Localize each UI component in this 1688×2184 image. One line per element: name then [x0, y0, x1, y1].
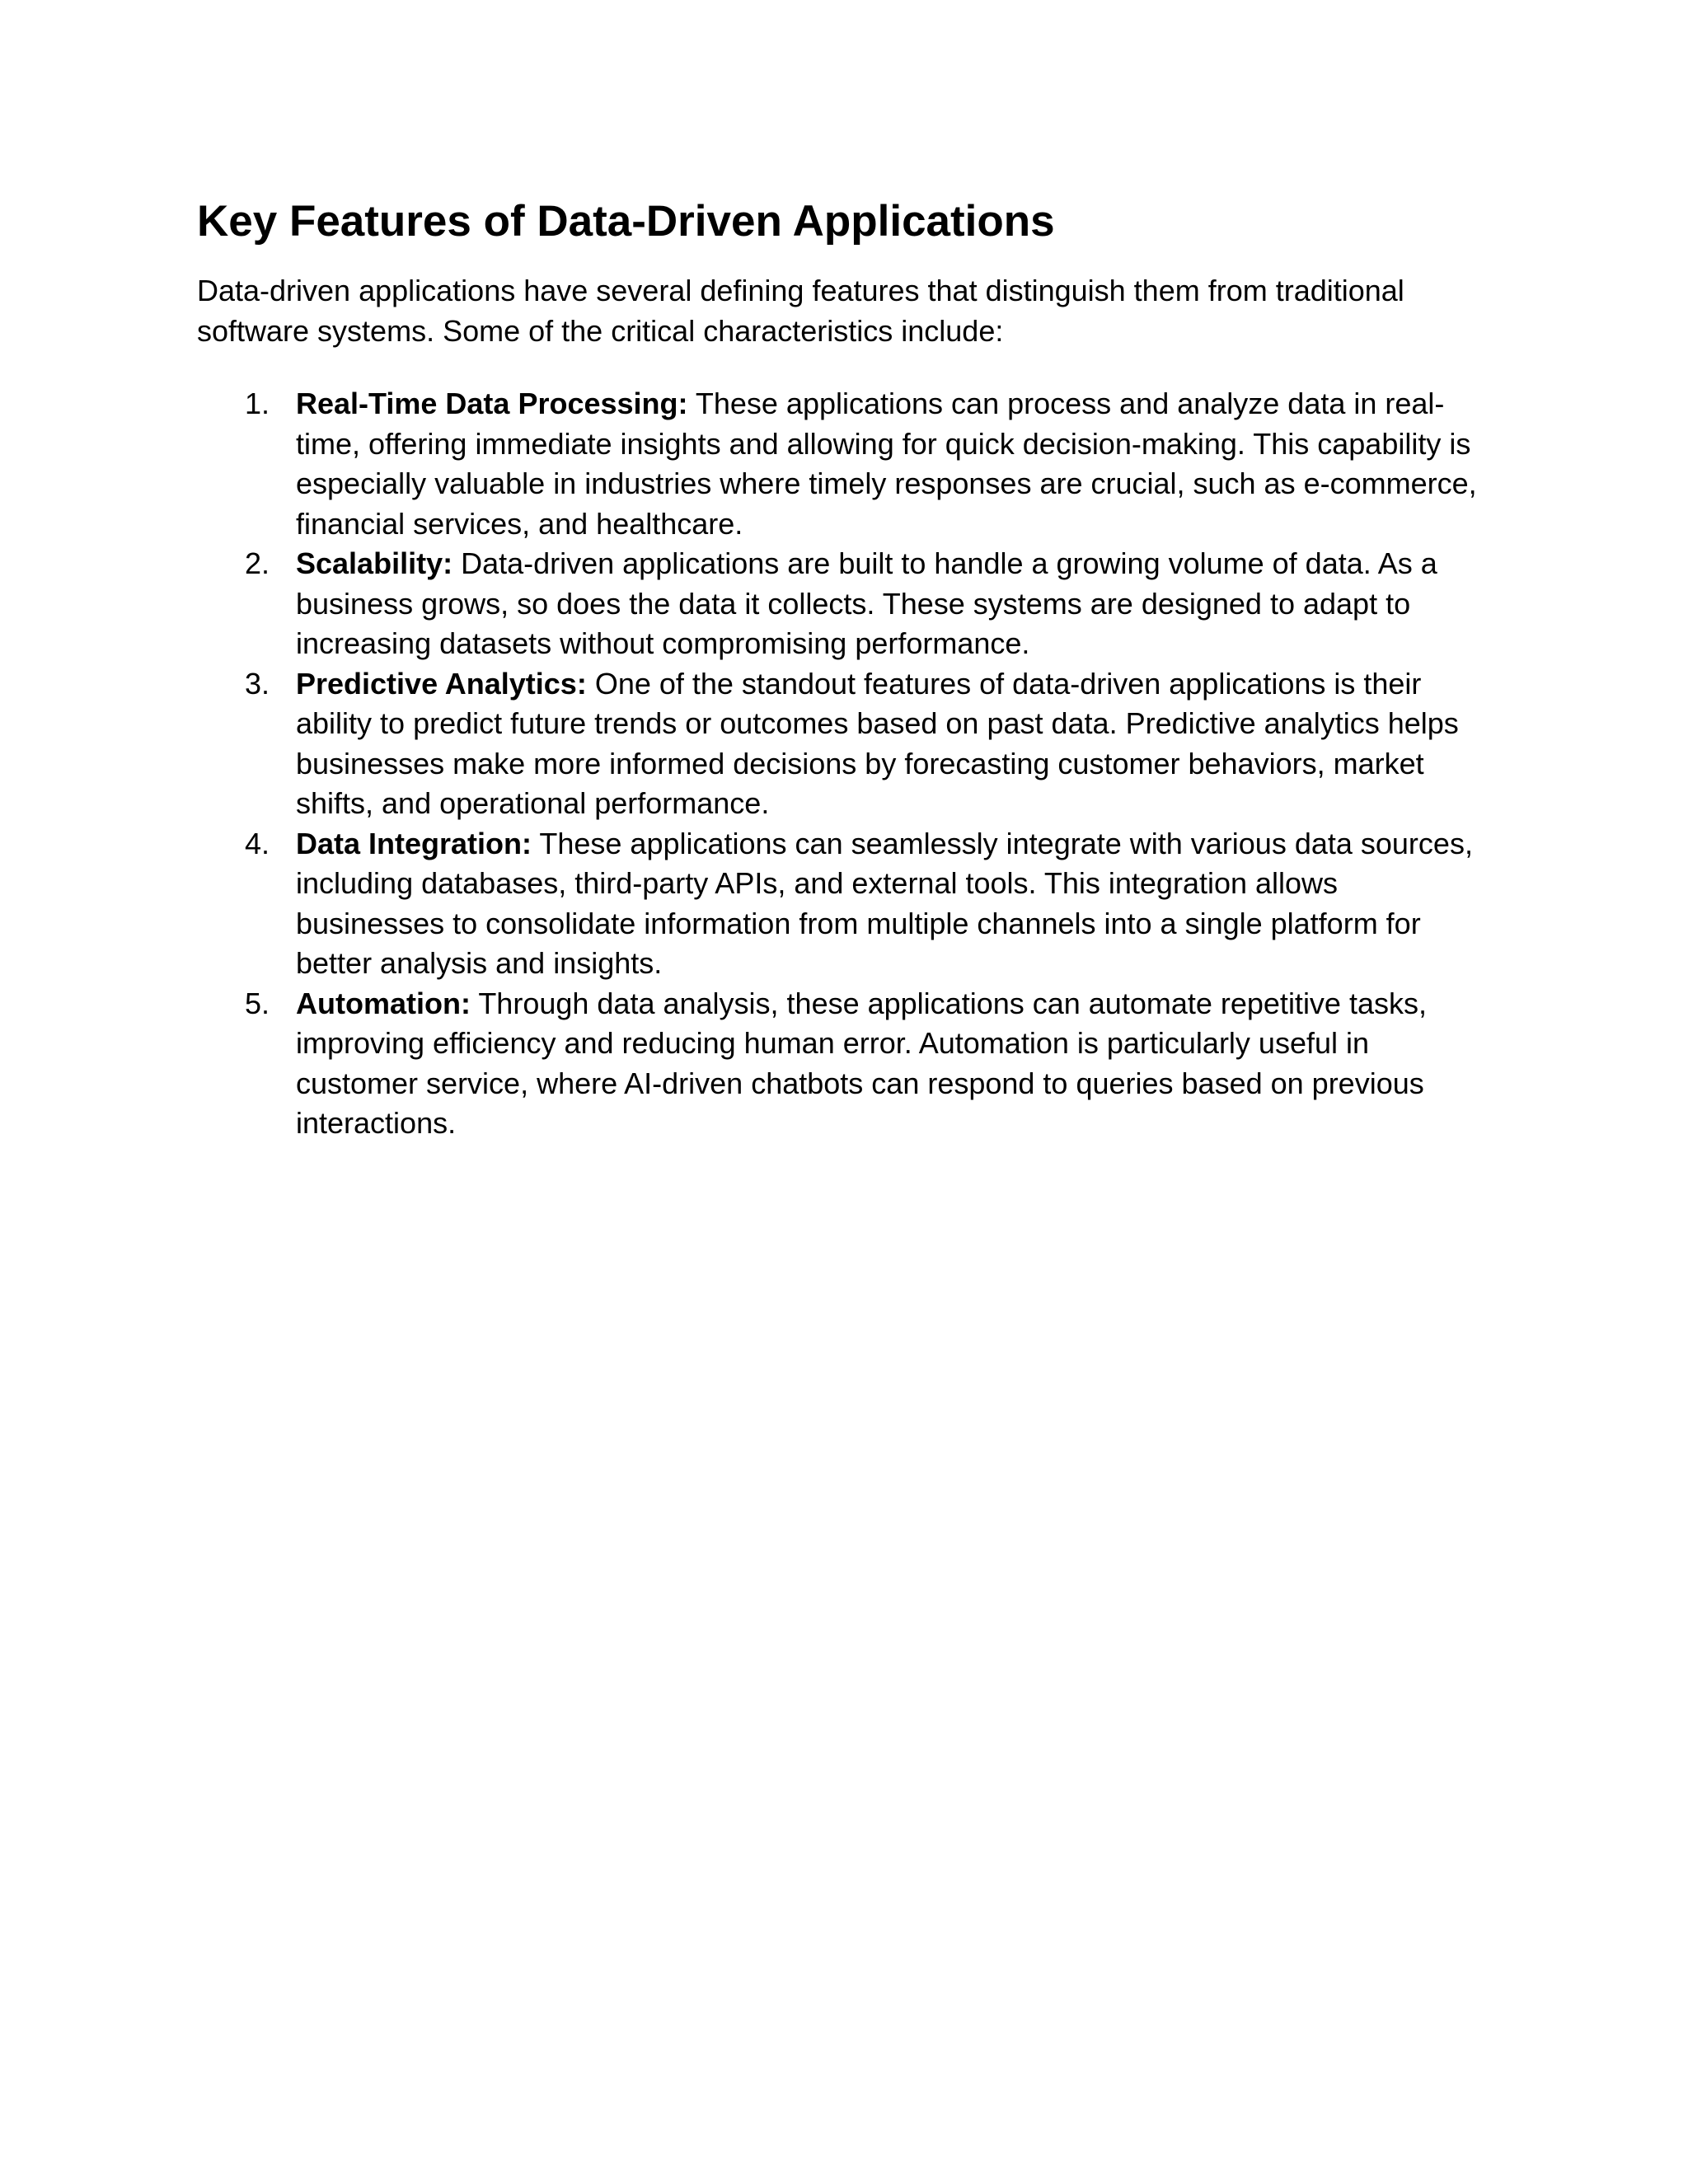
- feature-term: Predictive Analytics:: [296, 666, 587, 701]
- feature-term: Data Integration:: [296, 826, 532, 860]
- list-item: [197, 544, 1491, 664]
- page-title: Key Features of Data-Driven Applications: [197, 197, 1055, 246]
- list-item-number: 3.: [245, 666, 270, 701]
- feature-description: These applications can process and analyze data in real-time, offering immediate insights and allowing for quick decision-making. This capability is especially valuable in industries where timely responses are crucial, such as e-commerce, financial services, and healthcare.: [296, 387, 1477, 541]
- list-item-number: 4.: [245, 826, 270, 860]
- feature-description: One of the standout features of data-driven applications is their ability to predict future trends or outcomes based on past data. Predictive analytics helps businesses make more informed decisions by forecasting customer behaviors, market shifts, and operational performance.: [296, 666, 1459, 820]
- list-item: [197, 384, 1491, 544]
- feature-term: Scalability:: [296, 546, 453, 580]
- feature-description: These applications can seamlessly integrate with various data sources, including databases, third-party APIs, and external tools. This integration allows businesses to consolidate information from multiple channels into a single platform for better analysis and insights.: [296, 826, 1473, 980]
- list-item: [197, 824, 1491, 984]
- list-item-number: 1.: [245, 387, 270, 420]
- list-item: [197, 664, 1491, 824]
- list-item-number: 5.: [245, 986, 270, 1020]
- feature-description: Through data analysis, these applications can automate repetitive tasks, improving efficiency and reducing human error. Automation is particularly useful in customer service, where AI-driven chatbots can respond to queries based on previous interactions.: [296, 986, 1427, 1140]
- feature-description: Data-driven applications are built to handle a growing volume of data. As a business grows, so does the data it collects. These systems are designed to adapt to increasing datasets without compromising performance.: [296, 546, 1437, 660]
- feature-term: Real-Time Data Processing:: [296, 387, 688, 420]
- document-page: [197, 194, 1491, 1144]
- feature-list: [197, 384, 1491, 1144]
- feature-term: Automation:: [296, 986, 471, 1020]
- list-item-number: 2.: [245, 546, 270, 580]
- list-item: [197, 984, 1491, 1144]
- intro-paragraph: Data-driven applications have several defining features that distinguish them from traditional software systems. Some of the critical characteristics include:: [197, 274, 1404, 348]
